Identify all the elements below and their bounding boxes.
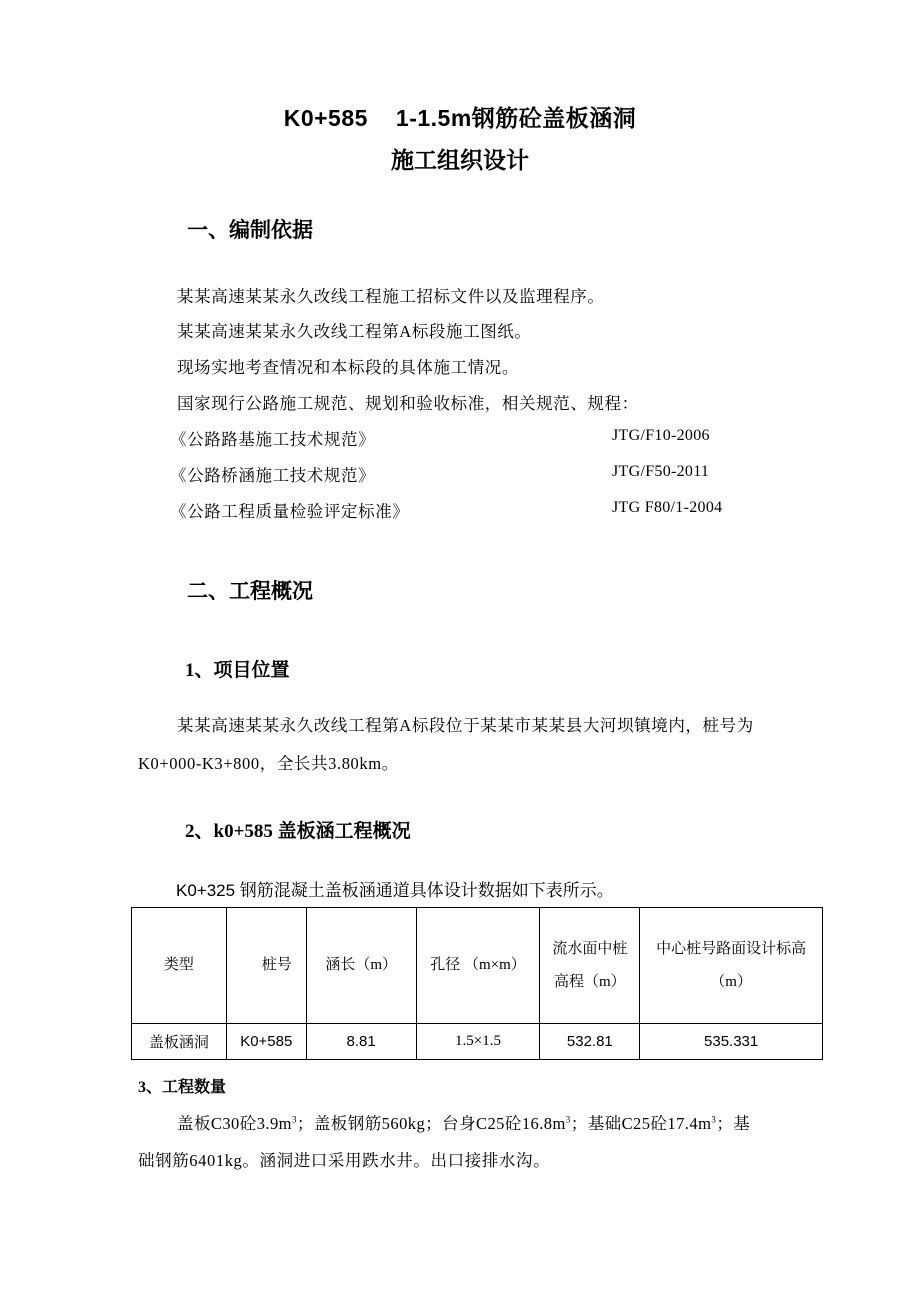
section1-heading: 一、编制依据 (187, 218, 313, 242)
basis-item-3: 现场实地考查情况和本标段的具体施工情况。 (177, 358, 519, 377)
header-design-line2: （m） (710, 973, 752, 990)
quantity-foundation-concrete: ；基础C25砼17.4m (570, 1114, 712, 1133)
document-title-line1 (0, 100, 920, 133)
location-line-1: 某某高速某某永久改线工程第A标段位于某某市某某县大河坝镇境内，桩号为 (177, 716, 754, 735)
table-intro: K0+325 钢筋混凝土盖板涵通道具体设计数据如下表所示。 (176, 881, 614, 900)
cell-station: K0+585 (226, 1024, 306, 1060)
subsection-location-heading: 1、项目位置 (185, 660, 290, 681)
standard-code-1: JTG/F10-2006 (612, 427, 710, 444)
header-station: 桩号 (226, 908, 306, 1024)
cell-length: 8.81 (306, 1024, 416, 1060)
header-flowline-line1: 流水面中桩 (552, 940, 628, 957)
cell-design-elevation: 535.331 (640, 1024, 823, 1060)
unit-superscript: 3 (565, 1114, 571, 1125)
unit-superscript: 3 (711, 1114, 717, 1125)
standard-name-2: 《公路桥涵施工技术规范》 (170, 466, 376, 485)
standard-name-3: 《公路工程质量检验评定标准》 (170, 502, 410, 521)
subsection-quantities-heading: 3、工程数量 (138, 1079, 227, 1096)
unit-superscript: 3 (291, 1114, 297, 1125)
table-row (132, 1024, 823, 1060)
header-aperture: 孔径 （m×m） (416, 908, 540, 1024)
basis-item-1: 某某高速某某永久改线工程施工招标文件以及监理程序。 (177, 287, 605, 306)
header-flowline-elevation (540, 908, 640, 1024)
header-design-line1: 中心桩号路面设计标高 (656, 940, 807, 957)
header-type: 类型 (132, 908, 227, 1024)
standard-code-2: JTG/F50-2011 (612, 463, 710, 480)
header-length: 涵长（m） (306, 908, 416, 1024)
title-station-code: K0+585 (283, 105, 368, 131)
culvert-design-table (131, 907, 823, 1060)
table-header-row (132, 908, 823, 1024)
cell-type: 盖板涵洞 (132, 1024, 227, 1060)
standard-name-1: 《公路路基施工技术规范》 (170, 430, 376, 449)
basis-item-2: 某某高速某某永久改线工程第A标段施工图纸。 (177, 322, 532, 341)
section2-heading: 二、工程概况 (187, 579, 313, 603)
quantity-slab-concrete: 盖板C30砼3.9m (177, 1114, 292, 1133)
subsection-overview-heading: 2、k0+585 盖板涵工程概况 (185, 821, 411, 842)
header-flowline-line2: 高程（m） (554, 973, 626, 990)
quantities-line-2: 础钢筋6401kg。涵洞进口采用跌水井。出口接排水沟。 (138, 1151, 551, 1170)
quantities-line-1 (177, 1110, 750, 1134)
cell-aperture: 1.5×1.5 (416, 1024, 540, 1060)
header-design-elevation (640, 908, 823, 1024)
document-title-line2: 施工组织设计 (391, 147, 529, 173)
basis-item-4: 国家现行公路施工规范、规划和验收标准，相关规范、规程： (177, 394, 639, 413)
title-culvert-name: 1-1.5m钢筋砼盖板涵洞 (395, 105, 637, 131)
cell-flowline-elevation: 532.81 (540, 1024, 640, 1060)
quantity-rebar-abutment: ；盖板钢筋560kg；台身C25砼16.8m (296, 1114, 566, 1133)
standard-code-3: JTG F80/1-2004 (612, 499, 723, 516)
location-line-2: K0+000-K3+800，全长共3.80km。 (138, 754, 399, 773)
quantity-foundation-prefix: ；基 (716, 1114, 751, 1133)
